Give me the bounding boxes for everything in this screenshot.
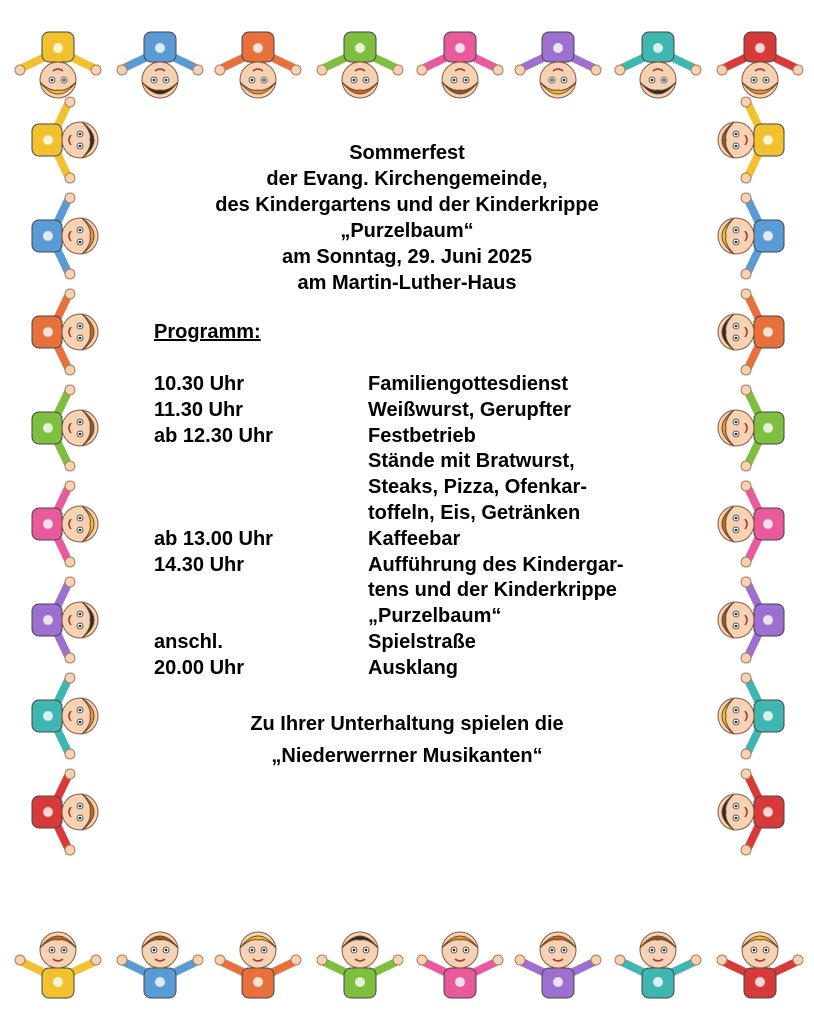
host-kindergarten: des Kindergartens und der Kinderkrippe: [215, 194, 599, 216]
schedule-row: [154, 372, 694, 398]
child-figure-icon: [718, 673, 784, 759]
child-figure-icon: [32, 481, 98, 567]
kindergarten-name: „Purzelbaum“: [340, 220, 474, 242]
child-figure-icon: [718, 97, 784, 183]
schedule-time: ab 13.00 Uhr: [154, 527, 273, 550]
child-figure-icon: [215, 932, 301, 998]
schedule-event: Festbetrieb: [368, 424, 476, 447]
schedule-event: „Purzelbaum“: [368, 605, 502, 628]
child-figure-icon: [615, 32, 701, 98]
schedule-event: toffeln, Eis, Getränken: [368, 501, 581, 524]
child-figure-icon: [417, 932, 503, 998]
child-figure-icon: [718, 289, 784, 375]
schedule-event: Steaks, Pizza, Ofenkar-: [368, 476, 587, 499]
event-location: am Martin-Luther-Haus: [297, 272, 517, 294]
schedule-row: [154, 398, 694, 424]
child-figure-icon: [417, 32, 503, 98]
host-parish: der Evang. Kirchengemeinde,: [266, 168, 548, 190]
schedule-row: [154, 475, 694, 501]
child-figure-icon: [718, 193, 784, 279]
child-figure-icon: [515, 932, 601, 998]
child-figure-icon: [515, 32, 601, 98]
schedule-event: Weißwurst, Gerupfter: [368, 398, 571, 421]
schedule-event: Aufführung des Kindergar-: [368, 553, 624, 576]
schedule-time: anschl.: [154, 630, 223, 653]
child-figure-icon: [32, 577, 98, 663]
schedule-time: 11.30 Uhr: [154, 398, 243, 421]
schedule-row: [154, 501, 694, 527]
schedule-event: Stände mit Bratwurst,: [368, 450, 575, 473]
schedule-event: Kaffeebar: [368, 527, 461, 550]
schedule-row: [154, 449, 694, 475]
schedule-time: 10.30 Uhr: [154, 373, 245, 395]
child-figure-icon: [32, 385, 98, 471]
child-figure-icon: [32, 97, 98, 183]
child-figure-icon: [15, 32, 101, 98]
band-name: „Niederwerrner Musikanten“: [271, 745, 543, 767]
program-heading: Programm:: [154, 321, 261, 343]
event-header: [140, 140, 674, 296]
child-figure-icon: [717, 32, 803, 98]
child-figure-icon: [717, 932, 803, 998]
child-figure-icon: [15, 932, 101, 998]
schedule-row: [154, 424, 694, 450]
child-figure-icon: [718, 385, 784, 471]
schedule-row: [154, 656, 694, 682]
schedule-row: [154, 553, 694, 579]
entertainment-intro: Zu Ihrer Unterhaltung spielen die: [250, 713, 564, 735]
child-figure-icon: [718, 577, 784, 663]
child-figure-icon: [615, 932, 701, 998]
schedule-event: Familiengottesdienst: [368, 373, 569, 395]
child-figure-icon: [718, 481, 784, 567]
child-figure-icon: [32, 769, 98, 855]
event-date: am Sonntag, 29. Juni 2025: [281, 246, 533, 268]
schedule-event: Ausklang: [368, 656, 459, 679]
schedule-row: [154, 578, 694, 604]
child-figure-icon: [32, 673, 98, 759]
child-figure-icon: [317, 32, 403, 98]
schedule-event: tens und der Kinderkrippe: [368, 579, 617, 602]
child-figure-icon: [32, 289, 98, 375]
program-schedule: [154, 372, 694, 682]
schedule-row: [154, 527, 694, 553]
child-figure-icon: [317, 932, 403, 998]
child-figure-icon: [117, 932, 203, 998]
entertainment-note: [140, 708, 674, 772]
schedule-event: Spielstraße: [368, 630, 476, 653]
event-title: Sommerfest: [349, 142, 465, 164]
schedule-time: 14.30 Uhr: [154, 553, 245, 576]
child-figure-icon: [718, 769, 784, 855]
child-figure-icon: [117, 32, 203, 98]
schedule-time: ab 12.30 Uhr: [154, 424, 273, 447]
child-figure-icon: [32, 193, 98, 279]
schedule-row: [154, 630, 694, 656]
schedule-time: 20.00 Uhr: [154, 656, 245, 679]
schedule-row: [154, 604, 694, 630]
child-figure-icon: [215, 32, 301, 98]
